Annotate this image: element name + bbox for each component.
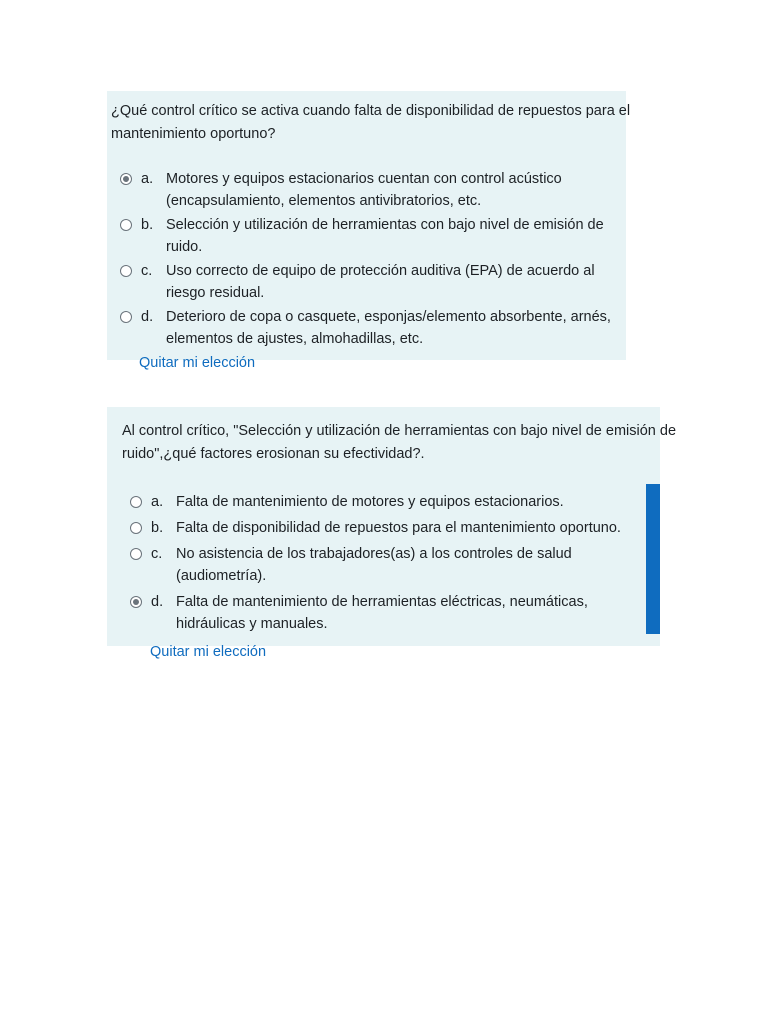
answer-options [122, 491, 660, 635]
question-text-line: Al control crítico, "Selección y utilización de herramientas con bajo nivel de emisión de [122, 423, 677, 439]
option-text: Deterioro de copa o casquete, esponjas/elemento absorbente, arnés, elementos de ajustes, almohadillas, etc. [166, 309, 611, 347]
radio-icon[interactable] [120, 265, 132, 277]
answer-option-d[interactable] [111, 306, 626, 350]
clear-choice-link[interactable]: Quitar mi elección [150, 644, 267, 660]
scrollbar-thumb[interactable] [646, 484, 660, 634]
radio-icon[interactable] [130, 548, 142, 560]
question-text-line: mantenimiento oportuno? [111, 126, 276, 142]
question-text [111, 100, 631, 146]
option-letter: a. [151, 494, 164, 510]
option-text: Uso correcto de equipo de protección auditiva (EPA) de acuerdo al riesgo residual. [166, 263, 595, 301]
option-letter: c. [141, 263, 153, 279]
question-card-1 [107, 91, 631, 371]
option-text: Falta de disponibilidad de repuestos para el mantenimiento oportuno. [176, 520, 621, 536]
option-text: Motores y equipos estacionarios cuentan con control acústico (encapsulamiento, elementos antivibratorios, etc. [166, 171, 562, 209]
answer-option-b[interactable] [122, 517, 660, 539]
radio-icon[interactable] [120, 219, 132, 231]
radio-selected-icon[interactable] [130, 596, 142, 608]
radio-icon[interactable] [130, 522, 142, 534]
clear-choice-link[interactable]: Quitar mi elección [139, 355, 256, 371]
option-letter: d. [151, 594, 164, 610]
option-letter: a. [141, 171, 154, 187]
answer-option-d[interactable] [122, 591, 660, 635]
question-text-line: ¿Qué control crítico se activa cuando falta de disponibilidad de repuestos para el [111, 103, 631, 119]
option-text: Falta de mantenimiento de motores y equipos estacionarios. [176, 494, 564, 510]
option-letter: b. [141, 217, 154, 233]
question-text [122, 420, 677, 466]
radio-selected-icon[interactable] [120, 173, 132, 185]
option-text: Selección y utilización de herramientas con bajo nivel de emisión de ruido. [166, 217, 604, 255]
option-letter: c. [151, 546, 163, 562]
question-text-line: ruido",¿qué factores erosionan su efectividad?. [122, 446, 425, 462]
option-text: No asistencia de los trabajadores(as) a los controles de salud (audiometría). [176, 546, 572, 584]
answer-option-c[interactable] [122, 543, 660, 587]
option-letter: d. [141, 309, 154, 325]
radio-icon[interactable] [120, 311, 132, 323]
answer-option-a[interactable] [122, 491, 660, 513]
answer-option-b[interactable] [111, 214, 626, 258]
answer-option-c[interactable] [111, 260, 626, 304]
option-letter: b. [151, 520, 164, 536]
question-card-2 [107, 407, 677, 660]
radio-icon[interactable] [130, 496, 142, 508]
option-text: Falta de mantenimiento de herramientas eléctricas, neumáticas, hidráulicas y manuales. [176, 594, 588, 632]
answer-options [111, 168, 626, 350]
answer-option-a[interactable] [111, 168, 626, 212]
